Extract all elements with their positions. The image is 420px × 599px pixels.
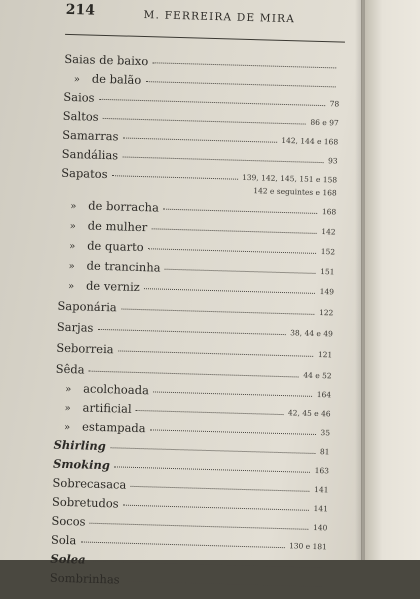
entry-pages: 163 (314, 465, 330, 476)
entry-term (62, 147, 119, 163)
ditto-mark: » (73, 74, 81, 86)
entry-term (57, 299, 117, 315)
entry-term (51, 514, 85, 529)
entry-term (64, 419, 146, 435)
dot-leader (103, 118, 306, 125)
dot-leader (150, 429, 316, 435)
entry-label: acolchoada (82, 381, 150, 398)
entry-term (68, 258, 160, 275)
entry-label: Sobrecasaca (52, 475, 127, 492)
dot-leader (144, 288, 315, 294)
entry-term (69, 238, 144, 254)
entry-label: de mulher (87, 218, 148, 235)
entry-pages: 142 e seguintes e 168 (253, 186, 337, 198)
entry-label: Sobretudos (51, 494, 119, 511)
entry-label: de quarto (86, 238, 144, 255)
page-header (65, 2, 366, 36)
entry-term (63, 109, 99, 124)
dot-leader (131, 486, 310, 492)
entry-pages: 86 e 97 (310, 117, 339, 128)
dot-leader (148, 248, 317, 254)
entry-label: Socos (51, 513, 86, 529)
entry-label: Sandálias (61, 146, 119, 163)
entry-label: artificial (82, 400, 132, 416)
ditto-mark: » (63, 421, 71, 434)
ditto-mark: » (70, 201, 77, 213)
entry-label: Saios (63, 89, 95, 105)
entry-pages: 44 e 52 (303, 370, 332, 381)
entry-term (62, 128, 119, 144)
entry-label: Sombrinhas (49, 570, 120, 587)
dot-leader (153, 391, 312, 396)
entry-pages: 164 (316, 390, 332, 400)
entry-term (64, 400, 131, 416)
ditto-mark: » (64, 402, 71, 415)
entry-term (70, 218, 148, 234)
page-number: 214 (65, 1, 96, 19)
entry-pages: 142, 144 e 168 (281, 135, 339, 147)
entry-term (50, 552, 86, 567)
ditto-mark: » (67, 281, 75, 293)
entry-label: Sarjas (56, 319, 94, 335)
entry-pages: 141 (314, 484, 329, 495)
entry-term (50, 571, 120, 587)
dot-leader (118, 350, 314, 356)
entry-term (63, 90, 95, 105)
entry-label: de verniz (85, 278, 141, 295)
entry-pages: 42, 45 e 46 (287, 408, 331, 419)
dot-leader (123, 505, 309, 511)
entry-label: estampada (81, 419, 146, 436)
entry-term (56, 341, 114, 357)
index-entries (49, 51, 341, 587)
dot-leader (121, 309, 315, 315)
entry-pages: 38, 44 e 49 (290, 328, 333, 339)
entry-pages: 141 (313, 503, 329, 514)
dot-leader (98, 329, 286, 335)
entry-pages: 140 (312, 522, 328, 533)
entry-pages: 151 (320, 267, 335, 277)
entry-term (52, 476, 126, 492)
dot-leader (99, 99, 326, 106)
ditto-mark: » (68, 261, 75, 273)
dot-leader (90, 561, 322, 568)
entry-label: Shirling (53, 437, 107, 454)
running-head: M. FERREIRA DE MIRA (143, 9, 296, 26)
dot-leader (152, 228, 317, 234)
entry-term (64, 52, 148, 68)
dot-leader (90, 523, 309, 530)
entry-pages: 122 (318, 308, 334, 318)
entry-pages: 121 (317, 350, 333, 360)
entry-label: Sapatos (61, 165, 108, 182)
entry-pages: 35 (320, 428, 331, 438)
entry-pages: 93 (327, 156, 338, 166)
entry-term (65, 381, 149, 397)
dot-leader (146, 81, 336, 87)
entry-label: Sêda (55, 361, 85, 377)
ditto-mark: » (69, 221, 76, 233)
entry-term (51, 533, 77, 548)
dot-leader (124, 581, 322, 588)
dot-leader (153, 62, 337, 68)
entry-term (56, 362, 85, 377)
dot-leader (163, 209, 317, 214)
entry-label: de borracha (88, 198, 160, 215)
entry-label: de balão (91, 71, 142, 87)
dot-leader (81, 541, 285, 548)
ditto-mark: » (68, 241, 76, 253)
entry-pages: 142 (321, 227, 336, 237)
entry-pages: 78 (329, 99, 340, 109)
dot-leader (114, 466, 310, 472)
ditto-mark: » (64, 383, 72, 396)
entry-term (70, 198, 159, 214)
dot-leader (122, 156, 323, 163)
entry-pages: 168 (321, 207, 337, 217)
entry-label: Samarras (62, 127, 119, 144)
dot-leader (136, 410, 284, 415)
entry-label: Solea (50, 551, 86, 567)
entry-label: de trancinha (86, 258, 161, 275)
entry-term (57, 320, 94, 335)
dot-leader (110, 447, 316, 454)
dot-leader (112, 175, 238, 180)
entry-term (53, 438, 106, 453)
entry-term (52, 495, 119, 511)
facing-page-edge (361, 0, 420, 560)
entry-pages: 149 (319, 287, 335, 297)
entry-pages: 130 e 181 (288, 541, 327, 552)
entry-label: Seborreia (56, 340, 114, 357)
entry-term (68, 278, 140, 294)
entry-term (53, 457, 110, 473)
entry-label: Smoking (52, 456, 111, 473)
dot-leader (89, 371, 299, 378)
entry-pages: 81 (319, 447, 330, 457)
entry-pages: 152 (320, 247, 336, 257)
entry-label: Sola (50, 532, 77, 548)
entry-label: Saponária (57, 298, 117, 315)
dot-leader (165, 269, 316, 274)
dot-leader (123, 137, 277, 142)
header-rule (65, 34, 345, 43)
entry-label: Saias de baixo (64, 51, 149, 69)
entry-term (74, 71, 142, 87)
entry-label: Saltos (62, 108, 99, 124)
entry-pages: 139, 142, 145, 151 e 158 (241, 172, 338, 185)
